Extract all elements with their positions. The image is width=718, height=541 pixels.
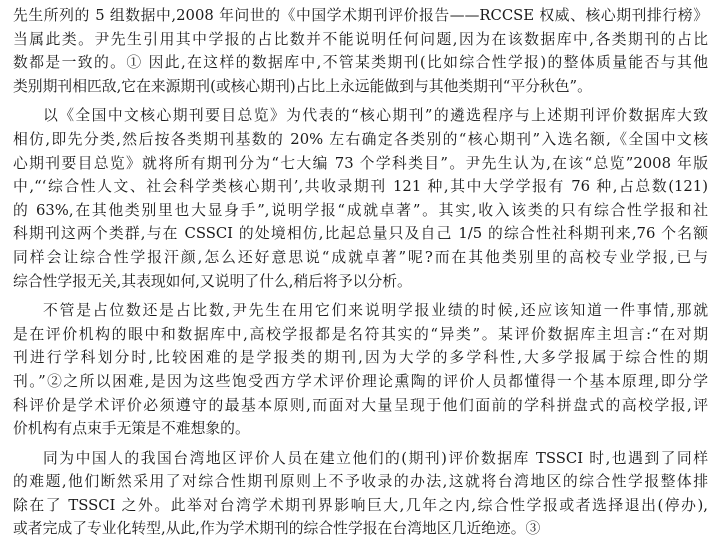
text-line: 价机构有点束手无策是不难想象的。 — [13, 420, 250, 438]
text-line: 的 63%,在其他类别里也大显身手”,说明学报“成就卓著”。其实,收入该类的只有综合性学报和社 — [13, 201, 708, 219]
paragraph-3 — [13, 299, 708, 441]
paragraph-1 — [13, 4, 708, 98]
text-line: 或者完成了专业化转型,从此,作为学术期刊的综合性学报在台湾地区几近绝迹。③ — [13, 520, 541, 538]
text-line: 是在评价机构的眼中和数据库中,高校学报都是名符其实的“异类”。某评价数据库主坦言:“在对期 — [13, 325, 708, 343]
paragraph-4 — [13, 447, 708, 541]
text-line: 相仿,即先分类,然后按各类期刊基数的 20% 左右确定各类别的“核心期刊”入选名额,《全国中文核 — [13, 130, 708, 148]
text-line: 不管是占位数还是占比数,尹先生在用它们来说明学报业绩的时候,还应该知道一件事情,那就 — [43, 302, 708, 320]
text-line: 科期刊这两个类群,与在 CSSCI 的处境相仿,比起总量只及自己 1/5 的综合性社科期刊来,76 个名额 — [13, 225, 708, 243]
text-line: 类别期刊相匹敌,它在来源期刊(或核心期刊)占比上永远能做到与其他类期刊“平分秋色”。 — [13, 77, 592, 95]
text-line: 刊。”②之所以困难,是因为这些饱受西方学术评价理论熏陶的评价人员都懂得一个基本原理,即分学 — [13, 372, 708, 390]
text-line: 同样会让综合性学报汗颜,怎么还好意思说“成就卓著”呢?而在其他类别里的高校专业学报,已与 — [13, 248, 708, 266]
text-line: 以《全国中文核心期刊要目总览》为代表的“核心期刊”的遴选程序与上述期刊评价数据库大致 — [43, 107, 708, 125]
text-line: 当属此类。尹先生引用其中学报的占比数并不能说明任何问题,因为在该数据库中,各类期刊的占比 — [13, 30, 708, 48]
text-line: 同为中国人的我国台湾地区评价人员在建立他们的(期刊)评价数据库 TSSCI 时,也遇到了同样 — [43, 449, 708, 467]
text-line: 心期刊要目总览》就将所有期刊分为“七大编 73 个学科类目”。尹先生认为,在该“总览”2008 年版 — [13, 154, 708, 172]
text-line: 刊进行学科划分时,比较困难的是学报类的期刊,因为大学的多学科性,大多学报属于综合性的期 — [13, 349, 708, 367]
text-line: 除在了 TSSCI 之外。此举对台湾学术期刊界影响巨大,几年之内,综合性学报或者选择退出(停办), — [13, 496, 708, 514]
text-line: 科评价是学术评价必须遵守的最基本原则,而面对大量呈现于他们面前的学科拼盘式的高校学报,评 — [13, 396, 708, 414]
paragraph-2 — [13, 104, 708, 293]
text-line: 中,“‘综合性人文、社会科学类核心期刊’,共收录期刊 121 种,其中大学学报有 76 种,占总数(121) — [13, 178, 708, 196]
text-line: 先生所列的 5 组数据中,2008 年问世的《中国学术期刊评价报告——RCCSE 权威、核心期刊排行榜》 — [13, 7, 708, 24]
text-line: 数都是一致的。① 因此,在这样的数据库中,不管某类期刊(比如综合性学报)的整体质量能否与其他 — [13, 54, 708, 72]
text-line: 的难题,他们断然采用了对综合性期刊原则上不予收录的办法,这就将台湾地区的综合性学报整体排 — [13, 473, 708, 491]
text-line: 综合性学报无关,其表现如何,又说明了什么,稍后将予以分析。 — [13, 272, 412, 290]
